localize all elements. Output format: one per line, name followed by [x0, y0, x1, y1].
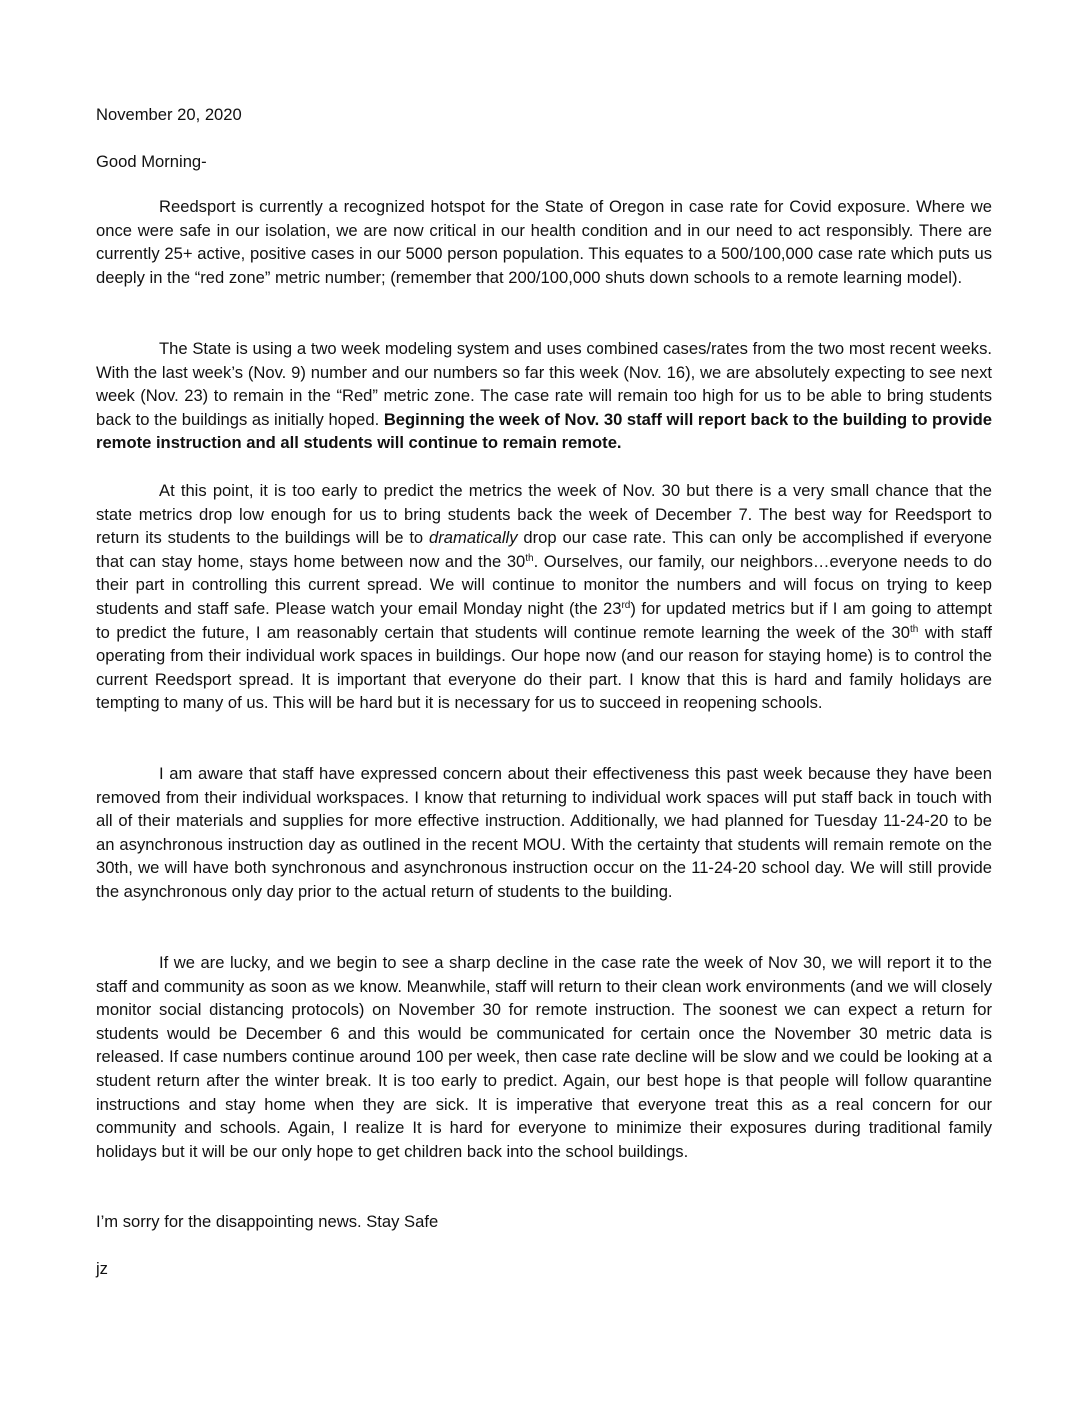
paragraph-decline-outlook: If we are lucky, and we begin to see a sharp decline in the case rate the week of Nov 30, we will report it to the staff and community as soon as we know. Meanwhile, staff will return to their clean work environments (and we will closely monitor social distancing protocols) on November 30 for remote instruction. The soonest we can expect a return for students would be December 6 and this would be communicated for certain once the November 30 metric data is released. If case numbers continue around 100 per week, then case rate decline will be slow and we could be looking at a student return after the winter break. It is too early to predict. Again, our best hope is that people will follow quarantine instructions and stay home when they are sick. It is imperative that everyone treat this as a real concern for our community and schools. Again, I realize It is hard for everyone to minimize their exposures during traditional family holidays but it will be our only hope to get children back into the school buildings.: [96, 953, 992, 1161]
p3-text-c: . Ourselves, our family, our neighbors…everyone needs to do their part in controlling this current spread. We will continue to monitor the numbers and will focus on trying to keep students and staff safe. Please watch your email Monday night (the 23: [96, 551, 992, 618]
p3-ordinal-3: th: [910, 623, 919, 635]
p3-text-d: ) for updated metrics but if I am going to attempt to predict the future, I am reasonably certain that students will continue remote learning the week of the 30: [96, 598, 993, 642]
paragraph-state-modeling: [96, 337, 992, 455]
letter-greeting: Good Morning-: [96, 152, 207, 171]
p3-emphasis: dramatically: [429, 528, 518, 548]
p3-ordinal-1: th: [525, 552, 534, 564]
signature-initials: jz: [96, 1259, 108, 1278]
staff-return-notice: Beginning the week of Nov. 30 staff will report back to the building to provide remote instruction and all students will continue to remain remote.: [96, 409, 992, 453]
p3-ordinal-2: rd: [621, 599, 631, 611]
letter-date: November 20, 2020: [96, 105, 242, 124]
paragraph-state-modeling-text: The State is using a two week modeling system and uses combined cases/rates from the two most recent weeks. With the last week’s (Nov. 9) number and our numbers so far this week (Nov. 16), we are absolutely expecting to see next week (Nov. 23) to remain in the “Red” metric zone. The case rate will remain too high for us to be able to bring students back to the buildings as initially hoped.: [96, 339, 992, 429]
closing-line: I’m sorry for the disappointing news. Stay Safe: [96, 1212, 439, 1231]
paragraph-predict-metrics: [96, 479, 992, 715]
p3-text-b: drop our case rate. This can only be accomplished if everyone that can stay home, stays home between now and the 30: [96, 528, 992, 571]
paragraph-staff-concern: I am aware that staff have expressed concern about their effectiveness this past week because they have been removed from their individual workspaces. I know that returning to individual work spaces will put staff back in touch with all of their materials and supplies for more effective instruction. Additionally, we had planned for Tuesday 11-24-20 to be an asynchronous instruction day as outlined in the recent MOU. With the certainty that students will remain remote on the 30th, we will have both synchronous and asynchronous instruction occur on the 11-24-20 school day. We will still provide the asynchronous only day prior to the actual return of students to the building.: [96, 764, 992, 901]
paragraph-hotspot: Reedsport is currently a recognized hotspot for the State of Oregon in case rate for Covid exposure. Where we once were safe in our isolation, we are now critical in our health condition and in our need to act responsibly. There are currently 25+ active, positive cases in our 5000 person population. This equates to a 500/100,000 case rate which puts us deeply in the “red zone” metric number; (remember that 200/100,000 shuts down schools to a remote learning model).: [96, 197, 992, 287]
p3-text-a: At this point, it is too early to predict the metrics the week of Nov. 30 but there is a very small chance that the state metrics drop low enough for us to bring students back the week of December 7. The best way for Reedsport to return its students to the buildings will be to: [96, 481, 992, 548]
p3-text-e: with staff operating from their individual work spaces in buildings. Our hope now (and our reason for staying home) is to control the current Reedsport spread. It is important that everyone do their part. I know that this is hard and family holidays are tempting to many of us. This will be hard but it is necessary for us to succeed in reopening schools.: [96, 622, 992, 713]
